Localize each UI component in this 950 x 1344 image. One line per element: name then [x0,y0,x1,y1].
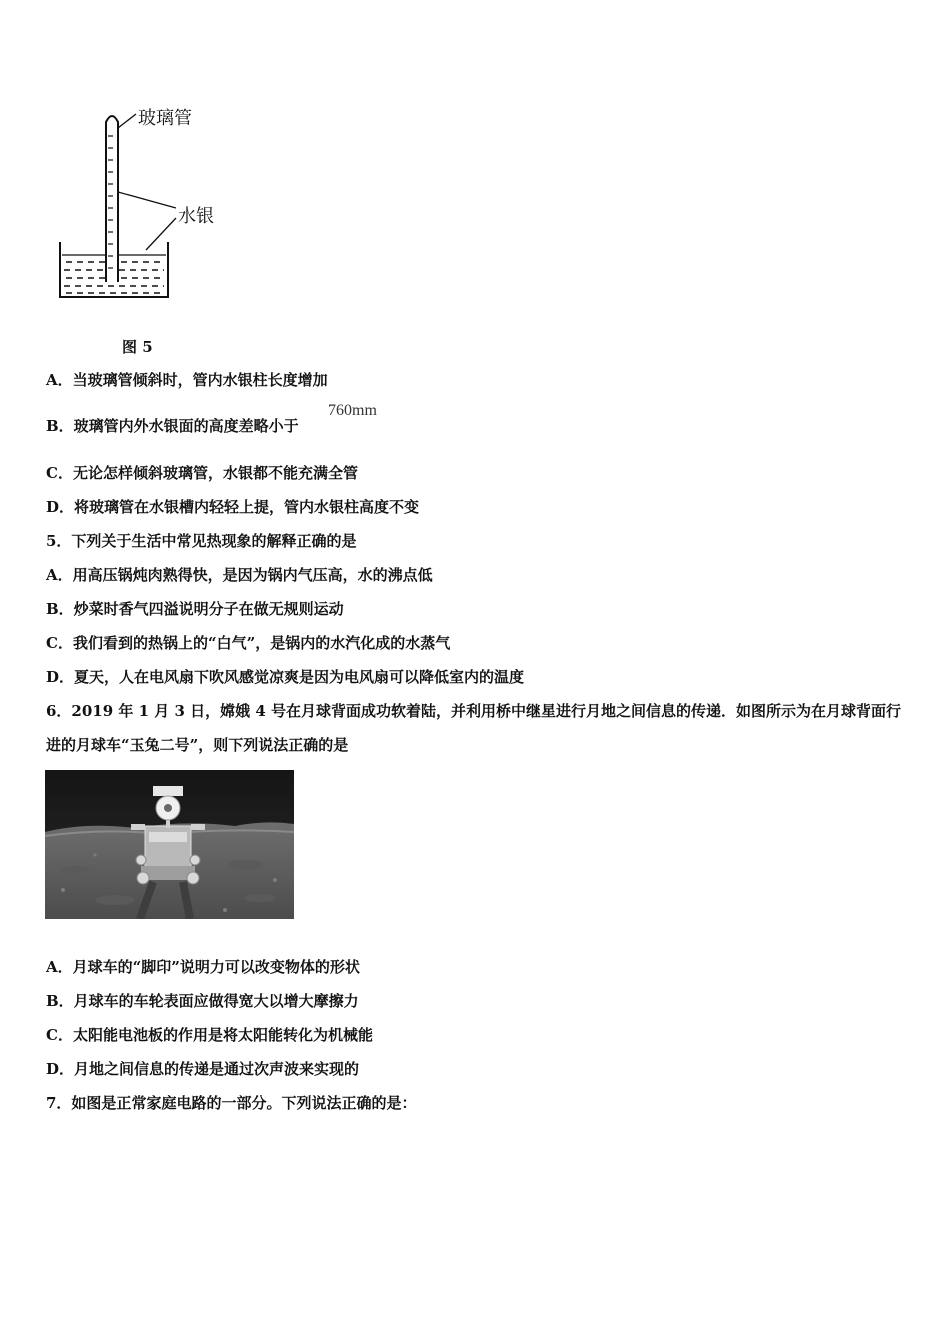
q6-option-a: A．月球车的“脚印”说明力可以改变物体的形状 [46,958,360,976]
q5-stem: 5．下列关于生活中常见热现象的解释正确的是 [46,532,357,550]
q4-option-c: C．无论怎样倾斜玻璃管，水银都不能充满全管 [46,464,358,482]
figure-5-caption: 图 5 [122,338,153,356]
moon-rover-photo [45,770,294,919]
label-glass-tube: 玻璃管 [138,108,192,129]
q4-option-b-formula: 760mm [328,402,377,419]
q5-option-b: B．炒菜时香气四溢说明分子在做无规则运动 [46,600,344,618]
q5-option-d: D．夏天，人在电风扇下吹风感觉凉爽是因为电风扇可以降低室内的温度 [46,668,525,686]
q4-option-b: B．玻璃管内外水银面的高度差略小于 [46,417,299,435]
q5-option-a: A．用高压锅炖肉熟得快，是因为锅内气压高，水的沸点低 [46,566,433,584]
q5-option-c: C．我们看到的热锅上的“白气”，是锅内的水汽化成的水蒸气 [46,634,451,652]
q6-option-d: D．月地之间信息的传递是通过次声波来实现的 [46,1060,360,1078]
q6-option-b: B．月球车的车轮表面应做得宽大以增大摩擦力 [46,992,359,1010]
q6-stem: 6．2019 年 1 月 3 日，嫦娥 4 号在月球背面成功软着陆，并利用桥中继星进行月地之间信息的传递．如图所示为在月球背面行进的月球车“玉兔二号”，则下列说法正确的是 [46,702,902,754]
label-mercury: 水银 [178,206,214,227]
q6-option-c: C．太阳能电池板的作用是将太阳能转化为机械能 [46,1026,373,1044]
q4-option-d: D．将玻璃管在水银槽内轻轻上提，管内水银柱高度不变 [46,498,420,516]
yutu-2-rover-image [45,770,294,919]
q7-stem: 7．如图是正常家庭电路的一部分。下列说法正确的是： [46,1094,417,1112]
q4-option-a: A．当玻璃管倾斜时，管内水银柱长度增加 [46,371,328,389]
figure-5-diagram [50,100,240,310]
